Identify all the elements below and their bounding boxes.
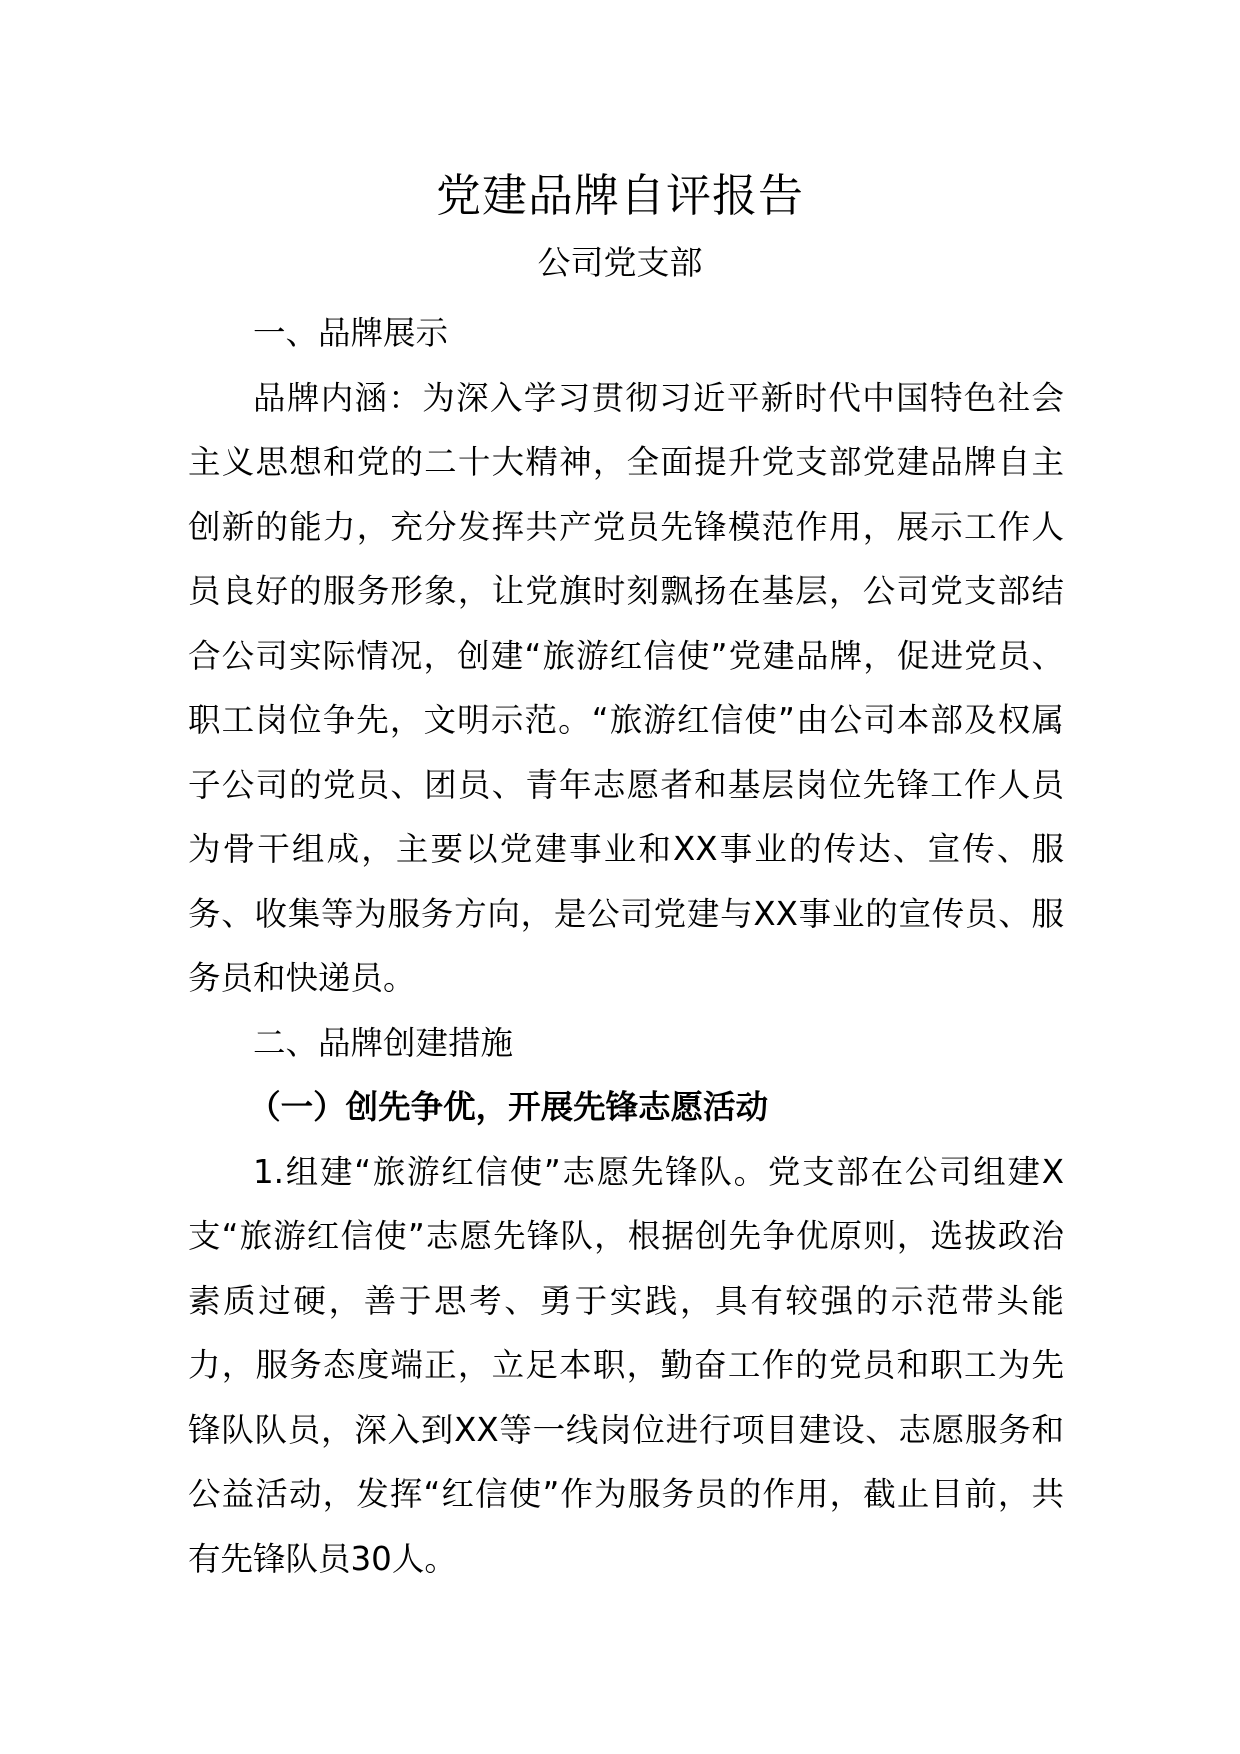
document-subtitle: 公司党支部	[537, 243, 703, 282]
document-body	[188, 301, 1064, 1591]
section-heading-1: 一、品牌展示	[253, 314, 449, 352]
section-heading-2: 二、品牌创建措施	[253, 1023, 514, 1062]
subsection-heading-1: （一）创先争优，开展先锋志愿活动	[248, 1088, 769, 1126]
paragraph-brand-meaning: 品牌内涵：为深入学习贯彻习近平新时代中国特色社会主义思想和党的二十大精神，全面提升党支部党建品牌自主创新的能力，充分发挥共产党员先锋模范作用，展示工作人员良好的服务形象，让党旗时刻飘扬在基层，公司党支部结合公司实际情况，创建“旅游红信使”党建品牌，促进党员、职工岗位争先，文明示范。“旅游红信使”由公司本部及权属子公司的党员、团员、青年志愿者和基层岗位先锋工作人员为骨干组成，主要以党建事业和XX事业的传达、宣传、服务、收集等为服务方向，是公司党建与XX事业的宣传员、服务员和快递员。	[188, 378, 1064, 997]
document-title: 党建品牌自评报告	[435, 169, 804, 222]
paragraph-item-1: 1.组建“旅游红信使”志愿先锋队。党支部在公司组建X支“旅游红信使”志愿先锋队，根据创先争优原则，选拔政治素质过硬，善于思考、勇于实践，具有较强的示范带头能力，服务态度端正，立足本职，勤奋工作的党员和职工为先锋队队员，深入到XX等一线岗位进行项目建设、志愿服务和公益活动，发挥“红信使”作为服务员的作用，截止目前，共有先锋队员30人。	[188, 1152, 1064, 1578]
